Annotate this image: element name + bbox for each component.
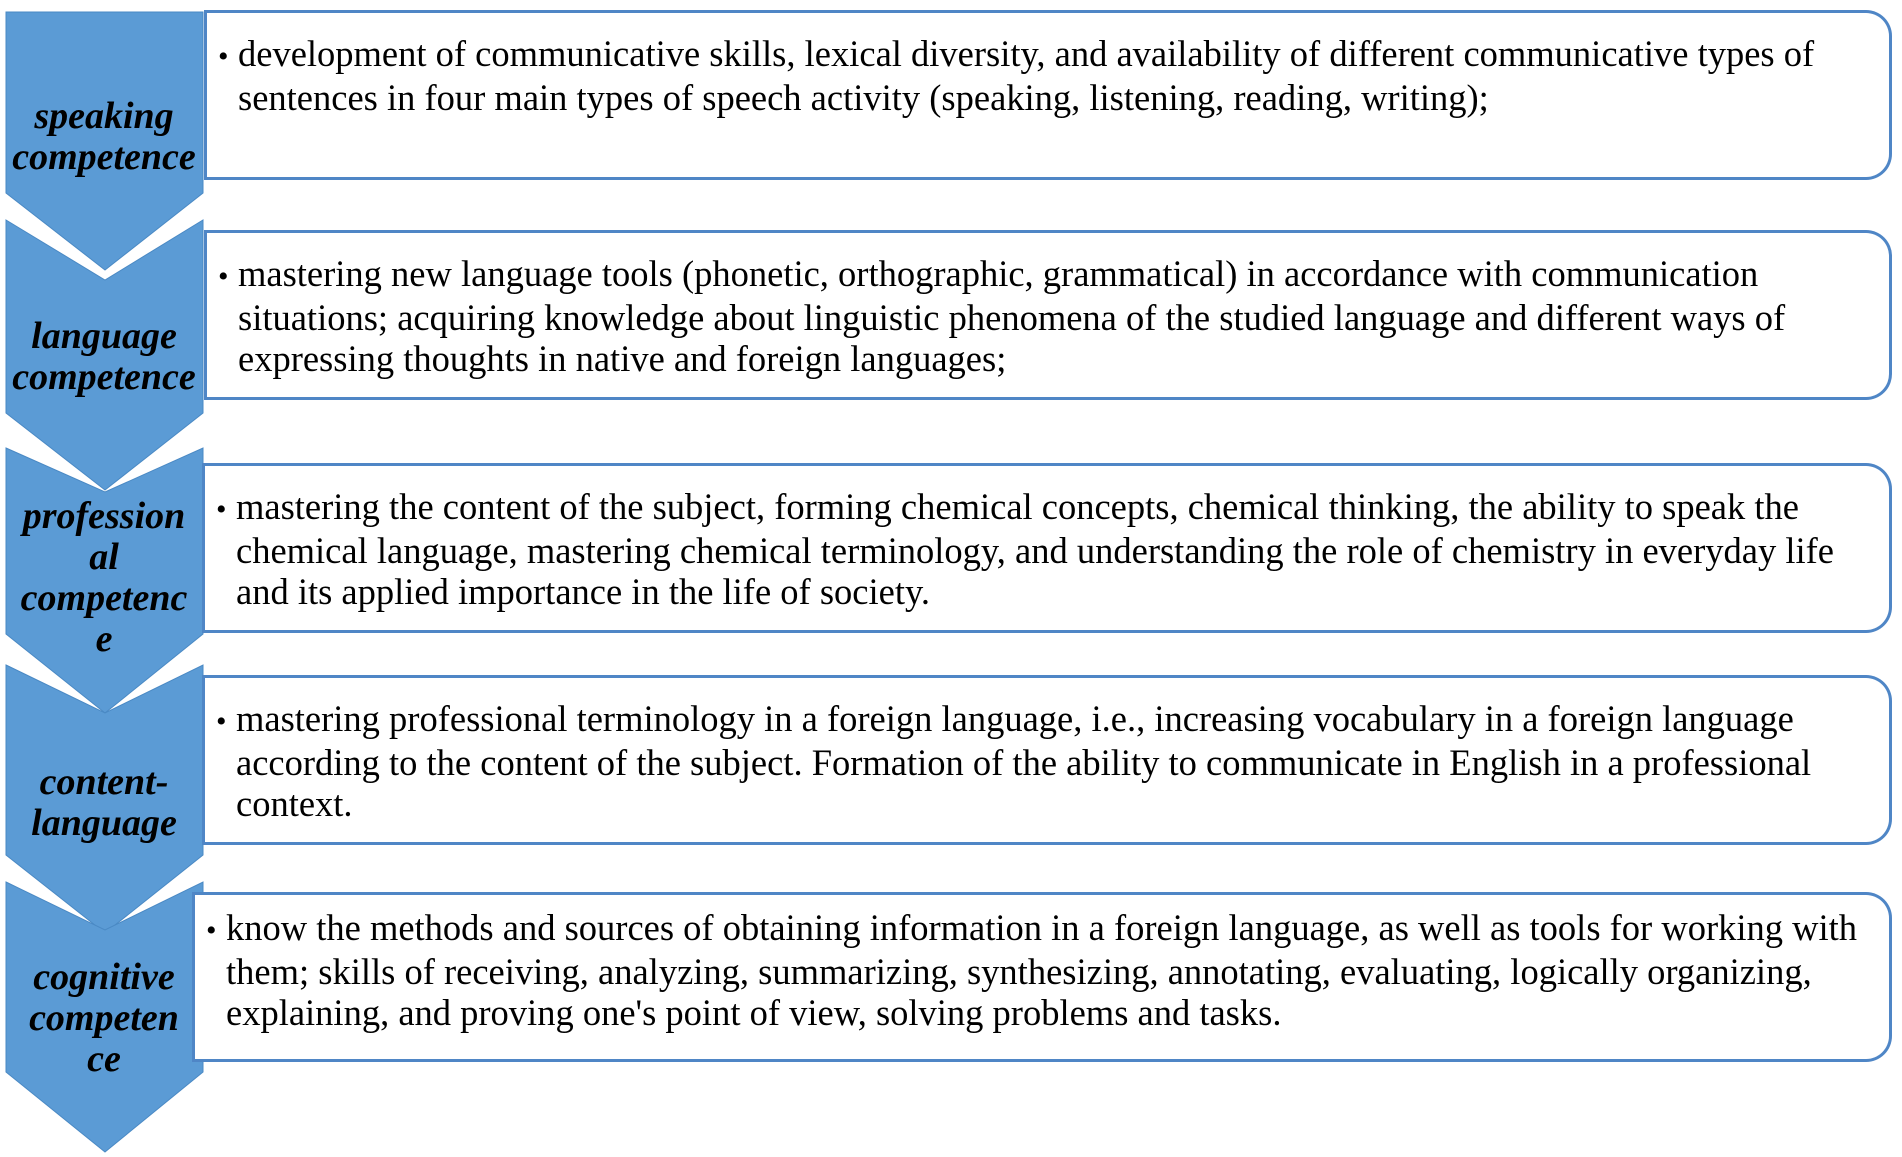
competence-description: • mastering professional terminology in a foreign language, i.e., increasing vocabulary in a foreign language according to the content of the subject. Formation of the ability to communicate in English in a professional context. bbox=[216, 698, 1812, 824]
competence-label: speaking competence bbox=[12, 96, 196, 178]
competence-description: • development of communicative skills, lexical diversity, and availability of different communicative types of sentences in four main types of speech activity (speaking, listening, reading, writing); bbox=[218, 33, 1815, 118]
competence-label: language competence bbox=[12, 316, 196, 398]
competence-label: cognitive competen ce bbox=[29, 957, 179, 1080]
competence-description: • mastering new language tools (phonetic, orthographic, grammatical) in accordance with communication situations; acquiring knowledge about linguistic phenomena of the studied language and different ways of expressing thoughts in native and foreign languages; bbox=[218, 253, 1786, 379]
competence-description-box bbox=[204, 230, 1892, 400]
competence-description-box bbox=[192, 892, 1892, 1062]
competence-row-cognitive bbox=[0, 882, 1902, 1157]
bullet-icon: • bbox=[218, 260, 229, 293]
competence-label: profession al competenc e bbox=[20, 496, 188, 660]
competence-label: content- language bbox=[31, 762, 177, 844]
bullet-icon: • bbox=[216, 493, 227, 526]
bullet-icon: • bbox=[218, 40, 229, 73]
competence-description: • mastering the content of the subject, forming chemical concepts, chemical thinking, the ability to speak the chemical language, mastering chemical terminology, and understanding the role of chemistry in everyday life and its applied importance in the life of society. bbox=[216, 486, 1834, 612]
competence-description-box bbox=[204, 10, 1892, 180]
bullet-icon: • bbox=[216, 705, 227, 738]
bullet-icon: • bbox=[206, 914, 217, 947]
competence-description-box bbox=[202, 675, 1892, 845]
competence-description-box bbox=[202, 463, 1892, 633]
competence-description: • know the methods and sources of obtaining information in a foreign language, as well as tools for working with them; skills of receiving, analyzing, summarizing, synthesizing, annotating, evaluating, logically organizing, explaining, and proving one's point of view, solving problems and tasks. bbox=[206, 907, 1858, 1033]
